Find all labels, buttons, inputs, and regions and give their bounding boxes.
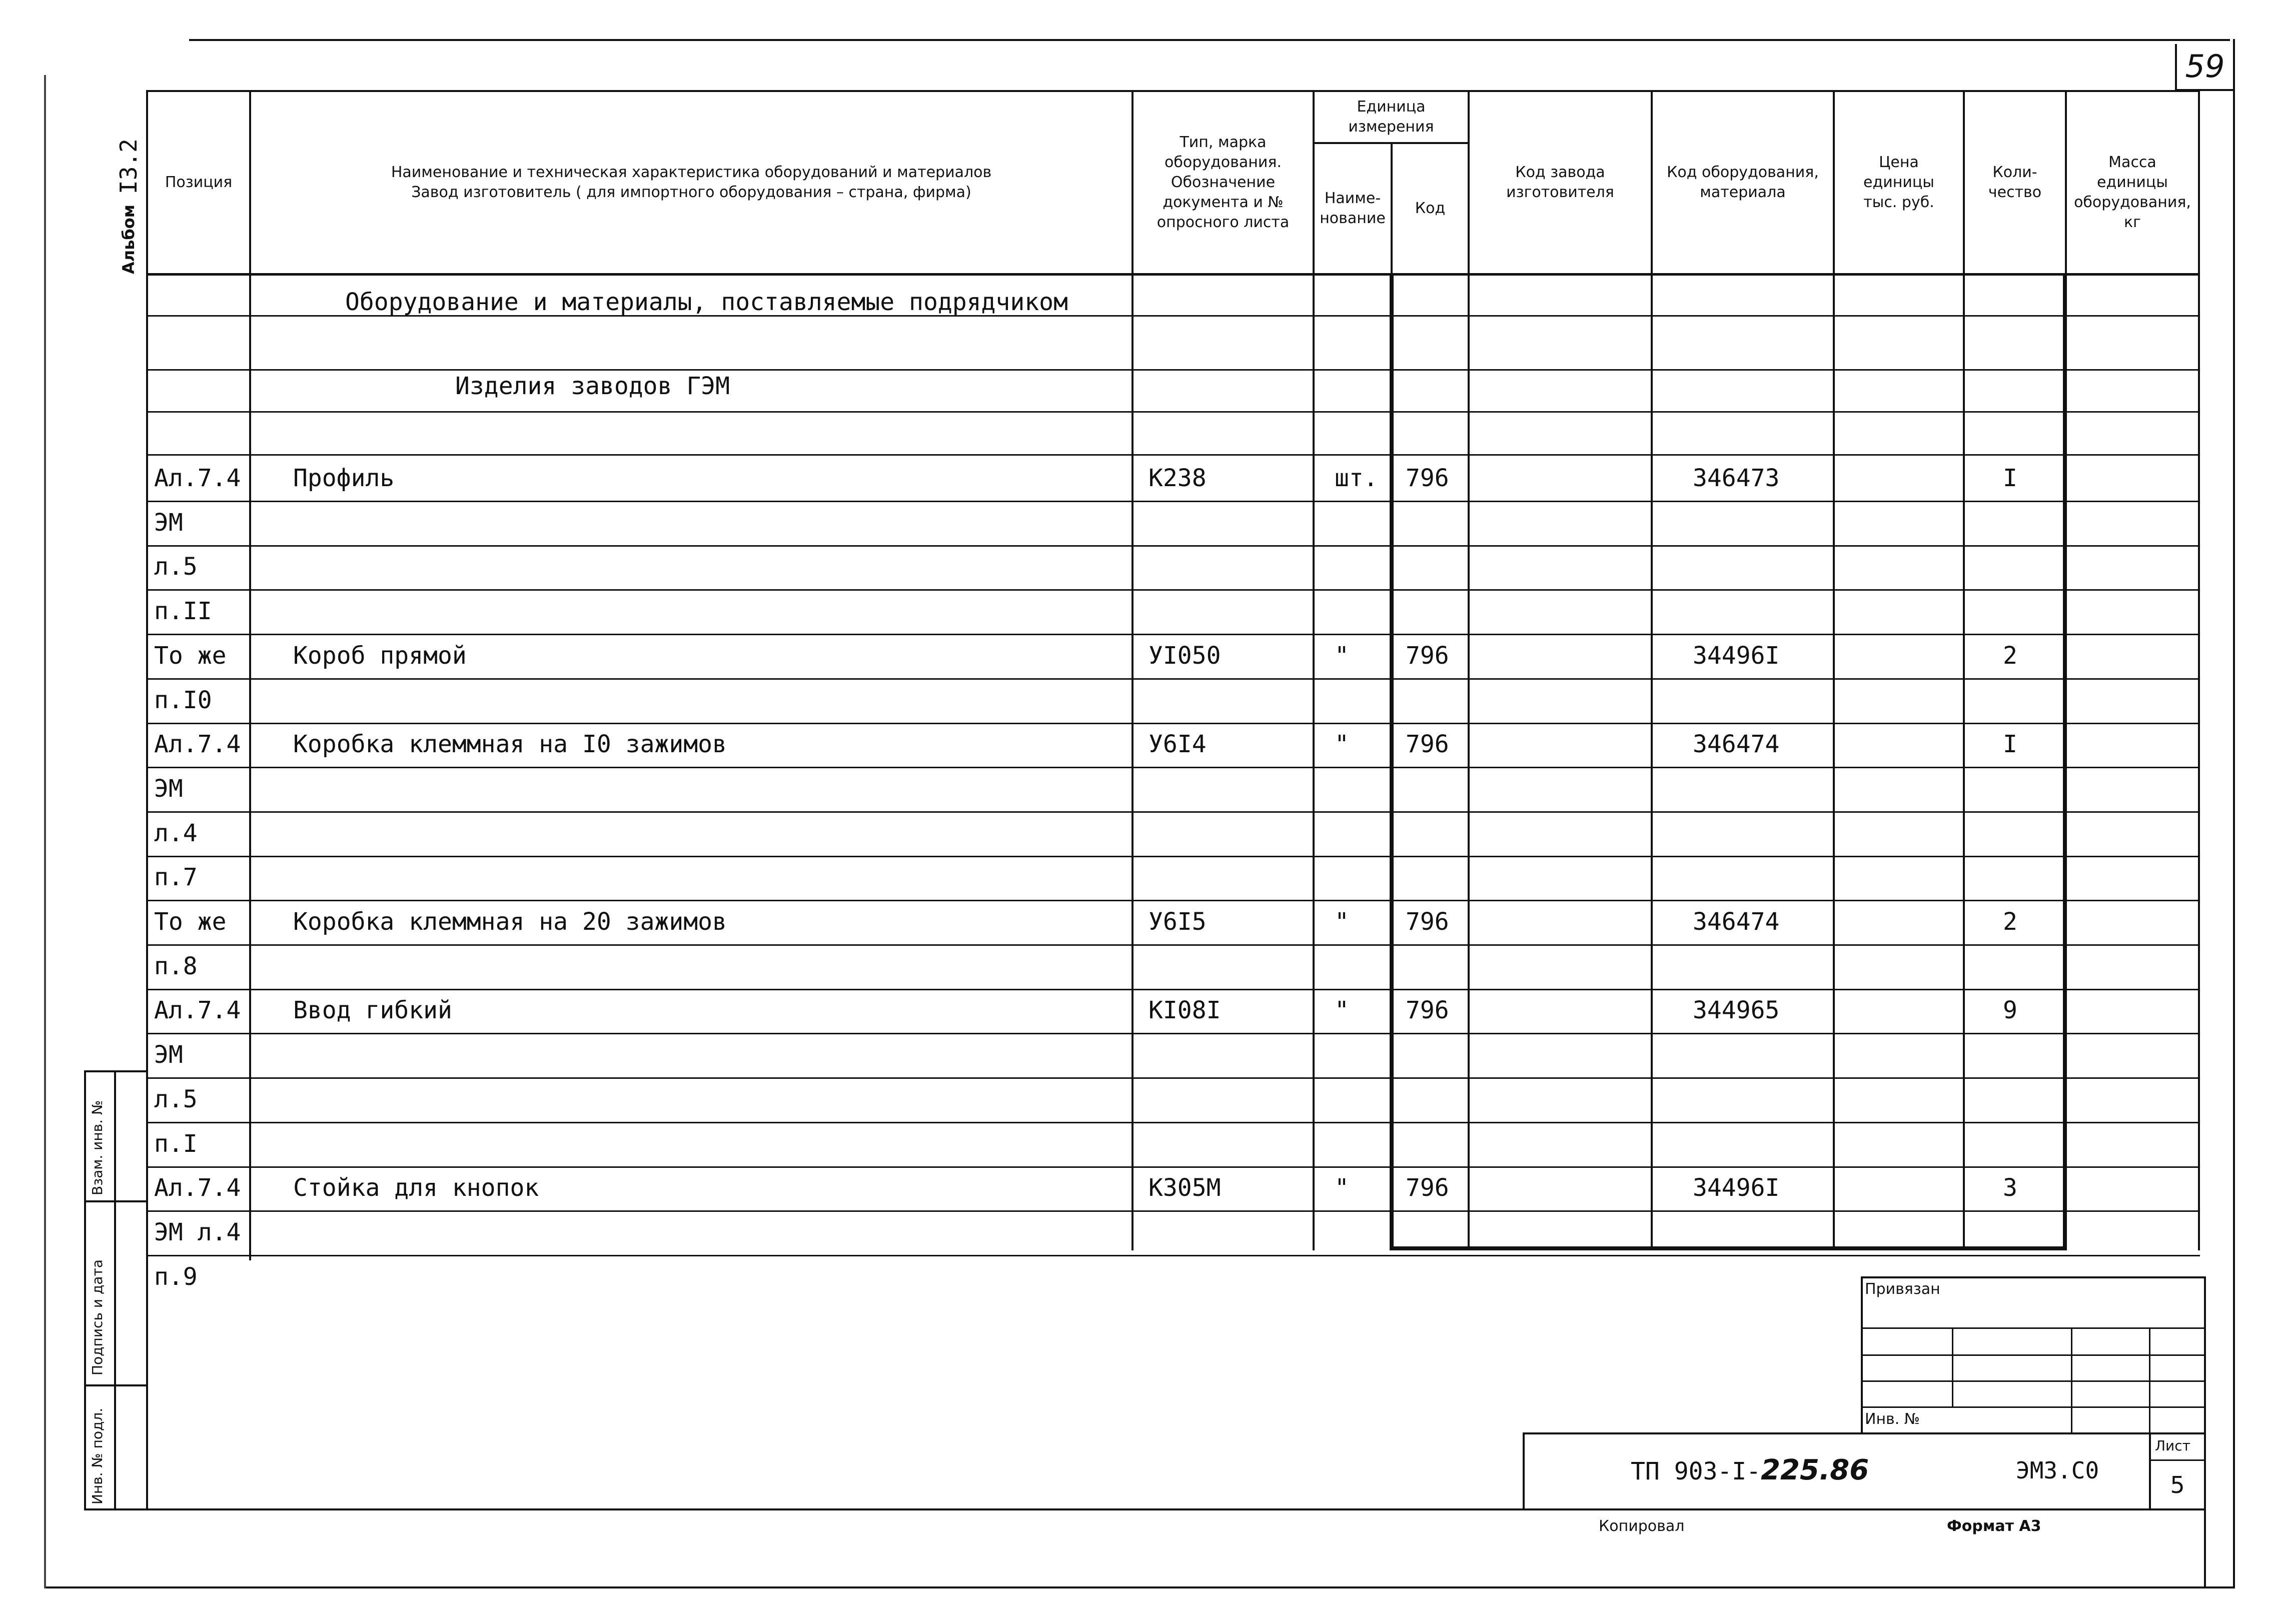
document-mark: ЭМ3.С0 [2016, 1457, 2099, 1484]
unit-cell: " [1335, 996, 1349, 1024]
equip-code-cell: 34496I [1693, 1174, 1780, 1202]
name-cell: Коробка клеммная на I0 зажимов [293, 730, 727, 758]
stamp-sign-date: Подпись и дата [89, 1259, 106, 1375]
unit-cell: шт. [1335, 464, 1378, 492]
unit-code-cell: 796 [1406, 730, 1449, 758]
stamp-top [84, 1070, 148, 1072]
section-title-contractor: Оборудование и материалы, поставляемые подрядчиком [345, 288, 1068, 316]
frame-left-line [44, 75, 46, 1588]
linked-row-3 [1861, 1380, 2206, 1382]
bold-row-bottom [1390, 1246, 2067, 1250]
section-row-line [146, 454, 2200, 456]
name-cell: Профиль [293, 464, 395, 492]
name-cell: Коробка клеммная на 20 зажимов [293, 908, 727, 936]
frame-bottom-line [44, 1586, 2235, 1588]
linked-row-2 [1861, 1354, 2206, 1356]
header-unit-name: Наиме- нование [1320, 190, 1386, 227]
position-cell: Ал.7.4 [154, 1174, 241, 1202]
quantity-cell: I [2003, 464, 2017, 492]
linked-label: Привязан [1865, 1280, 1940, 1298]
quantity-cell: 9 [2003, 996, 2017, 1024]
frame-right-line [2233, 39, 2235, 1588]
unit-cell: " [1335, 908, 1349, 936]
frame-top-line [189, 39, 2230, 41]
table-row-line [146, 811, 2200, 813]
position-cell: ЭМ [154, 509, 183, 537]
unit-cell: " [1335, 730, 1349, 758]
header-type: Тип, марка оборудования. Обозначение документа и № опросного листа [1157, 134, 1290, 231]
header-position: Позиция [165, 174, 233, 191]
table-row-line [146, 1255, 2200, 1256]
linked-box-top [1861, 1276, 2206, 1278]
table-row-line [146, 767, 2200, 768]
title-box-top [1523, 1432, 2206, 1434]
header-quantity: Коли- чество [1988, 164, 2042, 201]
position-cell: л.5 [154, 553, 198, 581]
album-number: I3.2 [115, 139, 142, 194]
type-cell: У6I5 [1149, 908, 1207, 936]
unit-code-cell: 796 [1406, 464, 1449, 492]
name-cell: Короб прямой [293, 642, 467, 670]
position-cell: ЭМ [154, 1041, 183, 1069]
equip-code-cell: 344965 [1693, 996, 1780, 1024]
linked-box-right [2204, 1276, 2206, 1586]
quantity-cell: I [2003, 730, 2017, 758]
table-row-line [146, 545, 2200, 547]
linked-row-4 [1861, 1406, 2206, 1408]
position-cell: п.9 [154, 1263, 198, 1291]
header-name: Наименование и техническая характеристика оборудований и материалов Завод изготовитель ( для импортного оборудования – страна, фирма) [391, 164, 992, 201]
linked-row-1 [1861, 1327, 2206, 1329]
section-row-line [146, 411, 2200, 413]
quantity-cell: 2 [2003, 642, 2017, 670]
quantity-cell: 2 [2003, 908, 2017, 936]
stamp-bottom [84, 1508, 148, 1510]
unit-code-cell: 796 [1406, 642, 1449, 670]
title-box-left [1523, 1432, 1525, 1510]
page-number: 59 [2185, 48, 2225, 85]
position-cell: п.I [154, 1130, 198, 1158]
stamp-split-1 [84, 1200, 148, 1202]
table-row-line [146, 678, 2200, 680]
header-bottom-line [146, 273, 2200, 276]
position-cell: Ал.7.4 [154, 996, 241, 1024]
document-number-prefix: ТП 903-I- [1631, 1457, 1761, 1485]
unit-cell: " [1335, 1174, 1349, 1202]
album-label: Альбом [119, 205, 138, 274]
linked-col-3 [2149, 1327, 2150, 1434]
table-row-line [146, 856, 2200, 857]
position-cell: ЭМ л.4 [154, 1218, 241, 1246]
page-number-box-left [2175, 44, 2177, 91]
position-cell: п.7 [154, 863, 198, 891]
table-row-line [146, 501, 2200, 502]
document-number [1631, 1450, 1869, 1490]
format-label: Формат А3 [1947, 1517, 2041, 1535]
table-row-line [146, 1210, 2200, 1212]
stamp-outer-left [84, 1070, 86, 1510]
position-cell: п.I0 [154, 686, 212, 714]
type-cell: КI08I [1149, 996, 1221, 1024]
inv-number-label: Инв. № [1865, 1410, 1920, 1428]
type-cell: К238 [1149, 464, 1207, 492]
name-cell: Ввод гибкий [293, 996, 452, 1024]
stamp-inv-orig: Инв. № подл. [89, 1407, 106, 1504]
header-mass: Масса единицы оборудования, кг [2074, 154, 2191, 231]
copied-label: Копировал [1599, 1517, 1685, 1535]
position-cell: л.4 [154, 819, 198, 847]
table-row-line [146, 944, 2200, 946]
stamp-replace-inv: Взам. инв. № [89, 1100, 106, 1195]
stamp-mid [114, 1070, 116, 1510]
table-row-line [146, 1033, 2200, 1034]
stamp-split-2 [84, 1384, 148, 1386]
position-cell: То же [154, 908, 227, 936]
type-cell: К305М [1149, 1174, 1221, 1202]
section-title-gem: Изделия заводов ГЭМ [455, 372, 730, 400]
table-row-line [146, 1077, 2200, 1079]
unit-cell: " [1335, 642, 1349, 670]
col-line-0 [146, 90, 148, 1510]
equip-code-cell: 346474 [1693, 730, 1780, 758]
position-cell: То же [154, 642, 227, 670]
unit-code-cell: 796 [1406, 1174, 1449, 1202]
header-price: Цена единицы тыс. руб. [1863, 154, 1934, 211]
linked-col-2 [2071, 1327, 2072, 1434]
name-cell: Стойка для кнопок [293, 1174, 539, 1202]
document-number-suffix: 225.86 [1761, 1454, 1869, 1486]
position-cell: п.II [154, 597, 212, 625]
position-cell: Ал.7.4 [154, 464, 241, 492]
section-row-line [146, 369, 2200, 371]
header-unit-code: Код [1415, 200, 1446, 217]
unit-code-cell: 796 [1406, 996, 1449, 1024]
equip-code-cell: 346474 [1693, 908, 1780, 936]
equip-code-cell: 34496I [1693, 642, 1780, 670]
title-box-bottom [146, 1508, 2206, 1510]
table-row-line [146, 589, 2200, 591]
sheet-label: Лист [2155, 1437, 2190, 1454]
quantity-cell: 3 [2003, 1174, 2017, 1202]
position-cell: ЭМ [154, 775, 183, 803]
header-unit: Единица измерения [1348, 98, 1434, 136]
sheet-number: 5 [2170, 1471, 2185, 1498]
position-cell: Ал.7.4 [154, 730, 241, 758]
table-row-line [146, 1122, 2200, 1123]
unit-code-cell: 796 [1406, 908, 1449, 936]
position-cell: л.5 [154, 1085, 198, 1113]
type-cell: УI050 [1149, 642, 1221, 670]
type-cell: У6I4 [1149, 730, 1207, 758]
header-equip-code: Код оборудования, материала [1667, 164, 1819, 201]
position-cell: п.8 [154, 952, 198, 980]
sheet-cell-split [2149, 1459, 2206, 1461]
bold-col-left [1390, 273, 1394, 1248]
header-factory-code: Код завода изготовителя [1506, 164, 1614, 201]
equip-code-cell: 346473 [1693, 464, 1780, 492]
bold-col-right [2063, 273, 2067, 1248]
col-line-10 [2198, 90, 2200, 1250]
linked-col-1 [1952, 1327, 1953, 1407]
